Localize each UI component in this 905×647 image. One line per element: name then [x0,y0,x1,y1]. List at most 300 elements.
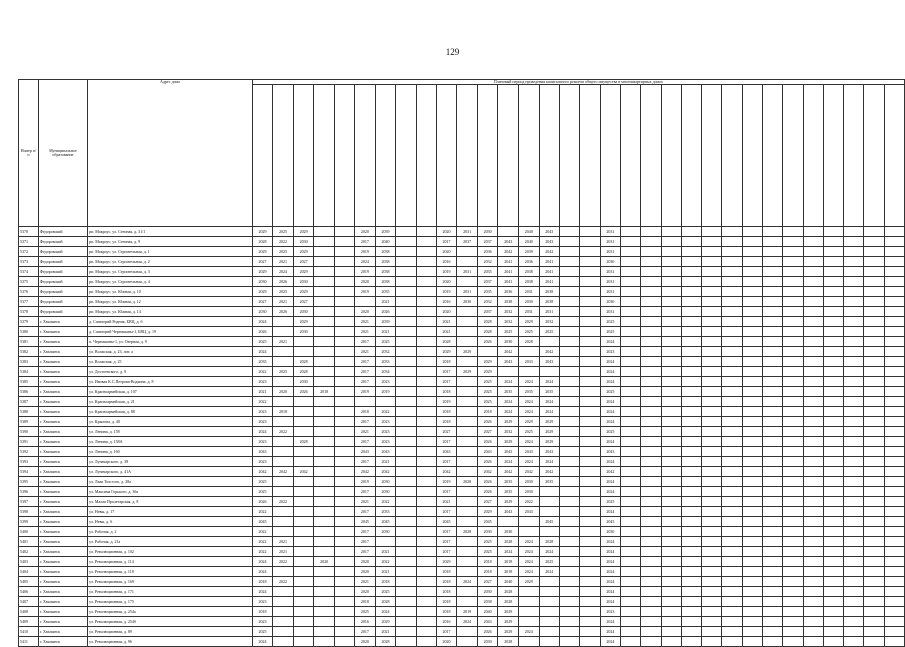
row-year-cell: 2022 [375,407,396,417]
row-year-cell [539,627,560,637]
row-year-cell [580,557,600,567]
row-year-cell: 2043 [477,617,498,627]
row-year-cell [864,627,884,637]
row-year-cell [661,237,681,247]
row-year-cell [884,227,904,237]
row-year-cell: 2024 [518,437,539,447]
column-header [355,85,376,227]
row-year-cell [641,427,661,437]
row-year-cell [641,637,661,647]
row-year-cell [884,257,904,267]
row-year-cell [396,537,416,547]
row-year-cell: 2043 [498,447,519,457]
row-year-cell [844,487,864,497]
row-year-cell [375,537,396,547]
row-year-cell [844,627,864,637]
row-year-cell [681,387,701,397]
column-header [436,85,457,227]
row-year-cell [560,557,580,567]
row-year-cell [560,567,580,577]
row-year-cell [621,407,641,417]
row-year-cell: 2042 [273,467,294,477]
table-row [19,537,905,547]
row-year-cell: 2029 [477,357,498,367]
row-year-cell [742,517,762,527]
row-year-cell [884,607,904,617]
column-header [661,85,681,227]
row-year-cell [334,557,354,567]
row-year-cell [722,397,742,407]
row-address: ул. Красноармейская, д. 21 [88,397,253,407]
column-header [803,85,823,227]
row-year-cell [864,367,884,377]
row-year-cell: 2031 [600,267,621,277]
column-header [884,85,904,227]
row-municipality: г. Хвалынск [38,387,87,397]
table-row [19,547,905,557]
row-year-cell: 2026 [477,437,498,447]
row-year-cell [314,467,335,477]
row-year-cell: 2041 [539,277,560,287]
row-year-cell: 2023 [252,597,273,607]
row-year-cell [884,477,904,487]
row-year-cell [763,247,783,257]
row-year-cell [661,447,681,457]
row-year-cell: 2019 [355,477,376,487]
row-year-cell [844,527,864,537]
row-year-cell [621,577,641,587]
row-year-cell: 2017 [355,377,376,387]
row-year-cell: 2026 [273,277,294,287]
row-year-cell [763,397,783,407]
row-year-cell [621,547,641,557]
row-year-cell [681,517,701,527]
row-year-cell: 2022 [273,577,294,587]
row-year-cell [396,517,416,527]
row-year-cell [823,607,843,617]
row-year-cell [273,327,294,337]
row-year-cell: 2019 [436,267,457,277]
row-year-cell [864,517,884,527]
row-year-cell [334,537,354,547]
row-address: рп. Мокроус, ул. Южная, д. 14 [88,307,253,317]
row-year-cell [722,507,742,517]
row-year-cell [823,557,843,567]
row-year-cell: 2030 [600,297,621,307]
row-year-cell [334,617,354,627]
row-municipality: г. Хвалынск [38,457,87,467]
row-year-cell: 2024 [252,587,273,597]
row-year-cell: 2017 [436,237,457,247]
row-number: 5372 [19,247,39,257]
row-year-cell: 2024 [600,457,621,467]
table-row [19,397,905,407]
row-year-cell [844,227,864,237]
row-year-cell [416,557,436,567]
row-year-cell: 2025 [477,397,498,407]
row-year-cell [844,427,864,437]
row-year-cell: 2029 [539,437,560,447]
row-year-cell [722,257,742,267]
row-year-cell: 2027 [252,257,273,267]
row-year-cell [641,607,661,617]
column-header [375,85,396,227]
row-year-cell [580,577,600,587]
row-year-cell [884,427,904,437]
row-year-cell [293,427,314,437]
row-year-cell: 2036 [518,257,539,267]
row-municipality: г. Хвалынск [38,547,87,557]
row-year-cell: 2017 [436,527,457,537]
row-year-cell [641,347,661,357]
row-year-cell [416,467,436,477]
row-year-cell [823,577,843,587]
row-year-cell [661,577,681,587]
row-year-cell [273,507,294,517]
row-year-cell [702,357,722,367]
row-year-cell [763,387,783,397]
row-year-cell: 2030 [518,477,539,487]
row-year-cell: 2030 [252,277,273,287]
row-year-cell [884,387,904,397]
row-year-cell: 2018 [273,407,294,417]
row-year-cell [702,637,722,647]
row-year-cell [864,447,884,457]
row-year-cell [661,597,681,607]
table-row [19,627,905,637]
row-year-cell [742,437,762,447]
row-year-cell [844,287,864,297]
row-year-cell: 2019 [355,387,376,397]
row-year-cell [763,437,783,447]
row-year-cell: 2017 [355,457,376,467]
row-year-cell [457,277,478,287]
row-year-cell [864,307,884,317]
row-year-cell [884,237,904,247]
row-year-cell [722,307,742,317]
row-year-cell [560,327,580,337]
row-year-cell [702,257,722,267]
row-year-cell [844,587,864,597]
table-row [19,437,905,447]
row-year-cell: 2040 [477,607,498,617]
row-year-cell [681,577,701,587]
row-year-cell [661,427,681,437]
row-year-cell [396,547,416,557]
row-year-cell: 2024 [539,377,560,387]
row-year-cell [416,347,436,357]
row-year-cell: 2029 [436,557,457,567]
header-number: Номер п/п [19,80,39,227]
row-year-cell: 2029 [457,347,478,357]
row-year-cell [742,607,762,617]
row-year-cell: 2025 [252,627,273,637]
row-year-cell [844,397,864,407]
row-year-cell [844,277,864,287]
row-year-cell [783,287,803,297]
row-year-cell [702,247,722,257]
row-year-cell: 2018 [477,407,498,417]
row-year-cell: 2025 [539,557,560,567]
row-year-cell [661,467,681,477]
row-year-cell [314,247,335,257]
row-year-cell [742,227,762,237]
row-year-cell [803,497,823,507]
row-municipality: г. Хвалынск [38,517,87,527]
row-year-cell [457,397,478,407]
column-header [314,85,335,227]
row-address: ул. Революционная, д. 102 [88,547,253,557]
row-year-cell [560,467,580,477]
row-year-cell [375,397,396,407]
row-year-cell: 2028 [539,537,560,547]
row-year-cell [334,257,354,267]
row-year-cell [314,627,335,637]
row-year-cell: 2029 [498,627,519,637]
row-year-cell [823,567,843,577]
row-year-cell [884,317,904,327]
row-year-cell [884,367,904,377]
row-year-cell [823,407,843,417]
row-year-cell: 2039 [375,227,396,237]
row-year-cell [293,517,314,527]
row-year-cell [580,287,600,297]
row-year-cell [293,417,314,427]
row-year-cell: 2026 [293,387,314,397]
row-year-cell [742,427,762,437]
row-year-cell: 2028 [293,357,314,367]
row-year-cell: 2017 [355,537,376,547]
row-year-cell [334,307,354,317]
row-year-cell [763,337,783,347]
row-municipality: г. Хвалынск [38,447,87,457]
row-year-cell: 2024 [539,457,560,467]
row-year-cell [314,477,335,487]
row-year-cell: 2030 [252,307,273,317]
row-year-cell: 2024 [518,407,539,417]
page-number: 129 [445,47,460,57]
row-year-cell [702,597,722,607]
row-year-cell [702,297,722,307]
row-year-cell [580,537,600,547]
table-row [19,307,905,317]
row-year-cell [416,337,436,347]
row-year-cell [396,377,416,387]
row-year-cell: 2038 [477,597,498,607]
row-address: ул. Красноармейская, д. 107 [88,387,253,397]
row-year-cell: 2024 [600,557,621,567]
row-year-cell: 2017 [436,367,457,377]
row-year-cell [273,597,294,607]
row-year-cell: 2019 [436,397,457,407]
row-year-cell [763,277,783,287]
table-row [19,447,905,457]
row-year-cell [273,317,294,327]
row-year-cell [681,457,701,467]
row-year-cell: 2042 [498,467,519,477]
row-year-cell: 2029 [477,507,498,517]
row-year-cell: 2023 [252,417,273,427]
row-year-cell [416,547,436,557]
row-year-cell [783,457,803,467]
row-year-cell [560,517,580,527]
row-year-cell [742,387,762,397]
row-year-cell [763,327,783,337]
row-year-cell: 2024 [600,597,621,607]
row-year-cell [560,507,580,517]
row-year-cell [681,357,701,367]
row-year-cell [416,507,436,517]
row-year-cell [681,557,701,567]
row-year-cell [457,597,478,607]
row-year-cell [702,417,722,427]
row-year-cell [681,437,701,447]
row-year-cell [293,577,314,587]
row-year-cell [681,247,701,257]
row-year-cell [681,367,701,377]
row-year-cell: 2026 [252,327,273,337]
row-year-cell [641,357,661,367]
row-year-cell [293,407,314,417]
row-year-cell [334,347,354,357]
row-year-cell [539,487,560,497]
row-year-cell [580,517,600,527]
row-year-cell: 2043 [539,447,560,457]
row-year-cell: 2031 [457,227,478,237]
row-year-cell [742,627,762,637]
row-year-cell [641,407,661,417]
row-year-cell [884,517,904,527]
row-year-cell: 2024 [457,617,478,627]
row-year-cell [823,227,843,237]
row-year-cell [803,307,823,317]
row-year-cell: 2025 [477,387,498,397]
row-year-cell [580,377,600,387]
row-address: ул. Революционная, д. 96 [88,637,253,647]
row-year-cell: 2025 [600,317,621,327]
row-year-cell: 2042 [293,467,314,477]
row-year-cell [742,617,762,627]
row-year-cell [783,497,803,507]
row-year-cell [884,407,904,417]
row-year-cell [823,307,843,317]
row-year-cell [783,327,803,337]
row-year-cell: 2035 [498,477,519,487]
row-year-cell [742,477,762,487]
row-year-cell [661,287,681,297]
row-year-cell: 2032 [477,297,498,307]
row-year-cell [763,607,783,617]
row-year-cell: 2024 [539,567,560,577]
row-year-cell: 2042 [375,467,396,477]
row-year-cell [580,257,600,267]
row-year-cell: 2026 [477,627,498,637]
row-year-cell [334,637,354,647]
row-year-cell [273,417,294,427]
row-year-cell: 2024 [600,487,621,497]
row-year-cell [783,437,803,447]
row-year-cell [293,537,314,547]
row-year-cell [396,417,416,427]
row-year-cell [803,587,823,597]
row-year-cell [763,637,783,647]
row-year-cell: 2035 [375,287,396,297]
row-year-cell: 2022 [273,497,294,507]
row-year-cell [273,617,294,627]
row-year-cell [396,527,416,537]
row-year-cell [273,477,294,487]
row-year-cell: 2038 [498,297,519,307]
row-year-cell [396,227,416,237]
row-year-cell [823,347,843,357]
row-year-cell: 2023 [375,377,396,387]
row-year-cell [844,577,864,587]
row-year-cell [580,327,600,337]
row-year-cell: 2020 [314,557,335,567]
row-year-cell [681,467,701,477]
row-year-cell [884,377,904,387]
row-year-cell [539,527,560,537]
row-year-cell: 2024 [600,377,621,387]
row-year-cell [763,227,783,237]
row-number: 5396 [19,487,39,497]
row-year-cell [314,587,335,597]
row-year-cell [864,527,884,537]
row-year-cell: 2024 [600,367,621,377]
row-year-cell [580,627,600,637]
row-year-cell [396,397,416,407]
row-year-cell [621,427,641,437]
row-year-cell [681,507,701,517]
column-header [641,85,661,227]
row-year-cell [742,537,762,547]
row-year-cell [783,397,803,407]
row-year-cell: 2029 [293,267,314,277]
row-year-cell: 2028 [293,367,314,377]
row-year-cell: 2017 [355,237,376,247]
row-year-cell [864,407,884,417]
row-municipality: г. Хвалынск [38,377,87,387]
row-year-cell [641,417,661,427]
row-year-cell [681,267,701,277]
row-year-cell: 2024 [375,607,396,617]
row-year-cell [763,367,783,377]
row-year-cell [355,297,376,307]
row-year-cell: 2030 [498,527,519,537]
row-year-cell [763,627,783,637]
row-year-cell [661,397,681,407]
row-year-cell: 2021 [273,297,294,307]
row-address: ул. Революционная, д. 169 [88,577,253,587]
row-year-cell [621,557,641,567]
row-year-cell [539,497,560,507]
row-year-cell: 2026 [477,487,498,497]
table-row [19,587,905,597]
row-year-cell [560,337,580,347]
row-year-cell [273,437,294,447]
row-year-cell [416,237,436,247]
column-header [681,85,701,227]
column-header [293,85,314,227]
row-year-cell [416,387,436,397]
row-year-cell [334,317,354,327]
row-year-cell: 2018 [436,417,457,427]
row-year-cell [560,627,580,637]
row-year-cell [702,497,722,507]
row-year-cell [293,397,314,407]
row-year-cell [884,527,904,537]
row-year-cell [702,587,722,597]
